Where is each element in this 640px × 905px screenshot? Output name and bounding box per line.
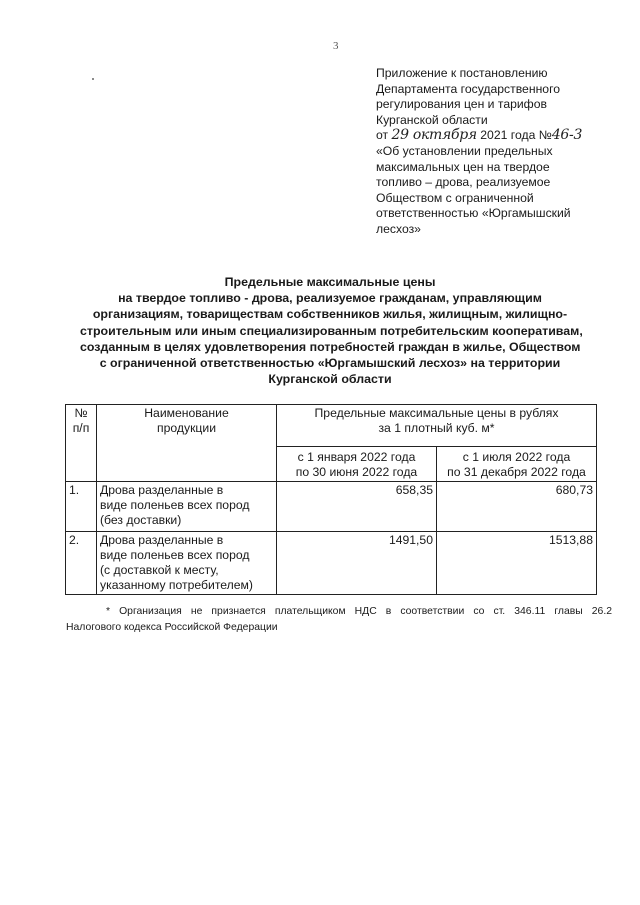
header-period-line: с 1 января 2022 года (297, 450, 416, 464)
row-name-line: Дрова разделанные в (100, 533, 224, 547)
header-num-line: № (74, 406, 88, 420)
row-name-cell (97, 482, 277, 532)
row-price2-cell: 680,73 (437, 482, 597, 532)
appendix-line: Курганской области (376, 112, 488, 127)
title-line: Предельные максимальные цены (224, 275, 436, 289)
appendix-subject-line: «Об установлении предельных (376, 143, 553, 158)
appendix-subject-line: Обществом с ограниченной (376, 190, 534, 205)
title-line: с ограниченной ответственностью «Юргамышский лесхоз» на территории (99, 356, 561, 371)
scan-speck (92, 78, 94, 80)
row-num-cell: 1. (66, 482, 97, 532)
row-name-line: (без доставки) (100, 513, 182, 527)
appendix-block (376, 66, 616, 238)
header-name-line: продукции (156, 421, 217, 435)
header-period-line: по 30 июня 2022 года (295, 465, 418, 479)
header-num-line: п/п (72, 421, 90, 435)
row-name-line: Дрова разделанные в (100, 483, 224, 497)
table-row (66, 532, 597, 595)
title-line: созданным в целях удовлетворения потребностей граждан в жилье, Обществом (80, 339, 581, 354)
row-name-line: указанному потребителем) (100, 578, 253, 592)
appendix-line: регулирования цен и тарифов (376, 97, 547, 112)
header-period1-cell (277, 447, 437, 482)
row-num-cell: 2. (66, 532, 97, 595)
row-price1-cell: 658,35 (277, 482, 437, 532)
row-name-line: (с доставкой к месту, (100, 563, 219, 577)
row-name-line: виде поленьев всех пород (100, 498, 250, 512)
page-number: 3 (333, 40, 339, 52)
appendix-line: Приложение к постановлению (376, 66, 548, 80)
header-name-cell (97, 405, 277, 482)
appendix-line: Департамента государственного (376, 81, 561, 96)
header-period-line: с 1 июля 2022 года (462, 450, 571, 464)
title-line: Курганской области (268, 372, 392, 387)
footnote (66, 604, 612, 635)
date-prefix: от (376, 128, 389, 143)
year-text: 2021 года № (480, 128, 552, 143)
header-name-line: Наименование (144, 406, 229, 420)
title-line: организациям, товариществам собственников жилья, жилищным, жилищно- (92, 307, 568, 322)
header-period-line: по 31 декабря 2022 года (447, 465, 586, 479)
table-header-row (66, 405, 597, 447)
row-price1-cell: 1491,50 (277, 532, 437, 595)
row-price2-cell: 1513,88 (437, 532, 597, 595)
header-price-line: Предельные максимальные цены в рублях (314, 406, 559, 420)
title-line: строительным или иным специализированным потребительским кооперативам, (80, 323, 583, 338)
title-line: на твердое топливо - дрова, реализуемое гражданам, управляющим (118, 291, 542, 306)
footnote-line: Налогового кодекса Российской Федерации (66, 621, 278, 633)
handwritten-number: 46-3 (551, 127, 583, 144)
appendix-subject-line: максимальных цен на твердое (376, 159, 550, 174)
appendix-date-line (376, 128, 616, 144)
header-price-line: за 1 плотный куб. м* (378, 421, 495, 435)
header-period2-cell (437, 447, 597, 482)
row-name-line: виде поленьев всех пород (100, 548, 250, 562)
appendix-subject-line: лесхоз» (376, 221, 421, 236)
header-price-cell (277, 405, 597, 447)
footnote-line: * Организация не признается плательщиком НДС в соответствии со ст. 346.11 главы 26.2 (106, 606, 612, 617)
appendix-subject-line: топливо – дрова, реализуемое (376, 175, 551, 190)
price-table (65, 404, 597, 595)
table-row (66, 482, 597, 532)
header-num-cell (66, 405, 97, 482)
appendix-subject-line: ответственностью «Юргамышский (376, 206, 571, 221)
document-title (80, 274, 583, 387)
handwritten-date: 29 октября (391, 127, 477, 144)
row-name-cell (97, 532, 277, 595)
